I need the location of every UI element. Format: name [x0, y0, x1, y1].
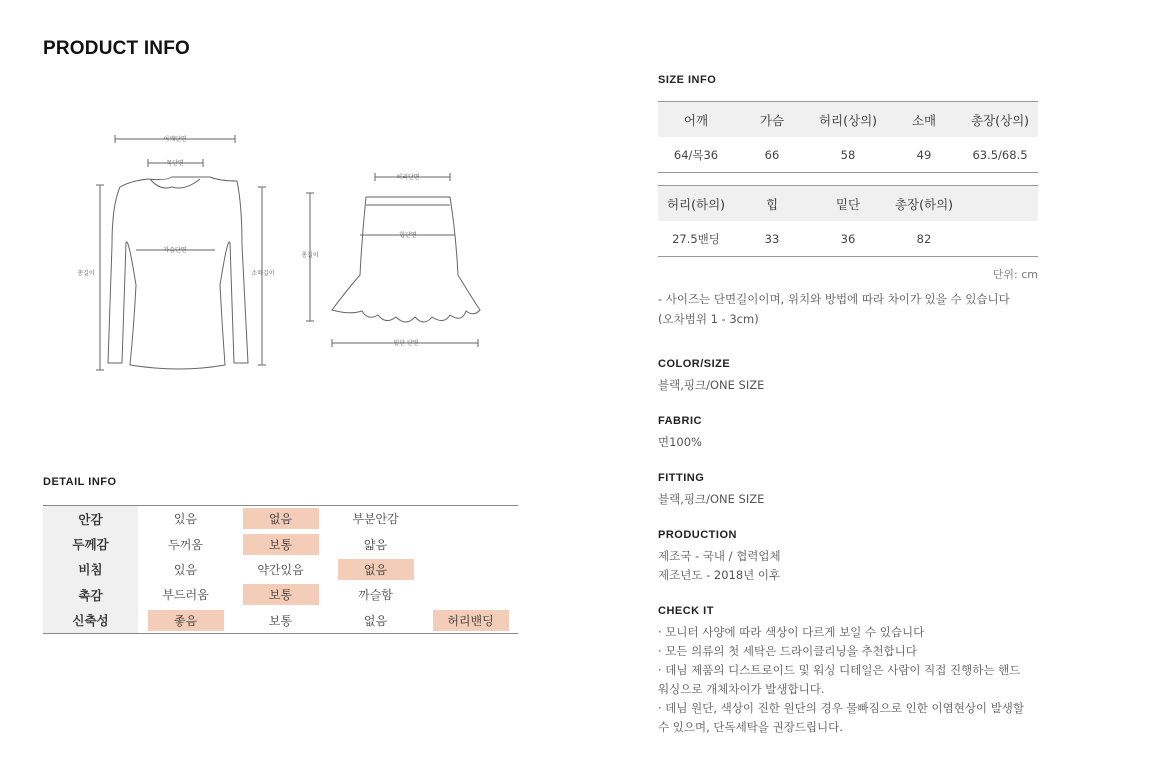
production-line: 제조국 - 국내 / 협력업체 — [658, 549, 781, 563]
detail-option — [138, 506, 233, 531]
detail-option — [328, 608, 423, 633]
detail-option-label — [433, 534, 509, 555]
header-cell: 총장(상의) — [970, 112, 1030, 128]
detail-row — [43, 608, 518, 633]
check-it-line: 수 있으며, 단독세탁을 권장드립니다. — [658, 720, 843, 734]
fabric-line: 면100% — [658, 435, 702, 449]
color-size-line: 블랙,핑크/ONE SIZE — [658, 378, 765, 392]
header-cell: 소매 — [911, 112, 937, 128]
detail-option-selected — [233, 506, 328, 531]
detail-option — [328, 582, 423, 607]
detail-option-label: 까슬함 — [358, 588, 393, 603]
detail-option-label: 얇음 — [363, 537, 388, 552]
detail-option-label: 부분안감 — [352, 512, 399, 527]
value-cell: 82 — [916, 231, 932, 246]
detail-option-selected — [423, 608, 518, 633]
fitting-section — [658, 472, 1058, 509]
detail-option-label: 없음 — [338, 559, 414, 580]
detail-option-selected — [138, 608, 233, 633]
detail-option-label: 보통 — [243, 584, 319, 605]
detail-table — [43, 505, 518, 634]
header-cell: 허리(상의) — [818, 112, 878, 128]
size-table-bottom-row — [658, 221, 1038, 256]
detail-row — [43, 531, 518, 556]
header-cell: 총장(하의) — [894, 196, 954, 212]
value-cell: 63.5/68.5 — [972, 147, 1028, 162]
detail-option — [138, 582, 233, 607]
color-size-title: COLOR/SIZE — [658, 358, 731, 370]
detail-option-label — [433, 584, 509, 605]
fitting-title: FITTING — [658, 472, 705, 484]
detail-option-label: 두꺼움 — [168, 537, 203, 552]
page-title: PRODUCT INFO — [43, 38, 191, 59]
check-it-line: · 데님 원단, 색상이 진한 원단의 경우 물빠짐으로 인한 이염현상이 발생할 — [658, 701, 1025, 715]
detail-option — [138, 557, 233, 582]
detail-option — [233, 608, 328, 633]
size-note: (오차범위 1 - 3cm) — [658, 311, 759, 326]
detail-option-selected — [328, 557, 423, 582]
detail-option — [423, 506, 518, 531]
header-cell: 가슴 — [759, 112, 785, 128]
production-title: PRODUCTION — [658, 529, 737, 541]
label-chest: 가슴단면 — [163, 247, 187, 254]
detail-row-label: 비침 — [43, 557, 138, 582]
detail-option-selected — [233, 582, 328, 607]
size-table-top — [658, 101, 1038, 173]
detail-option-label: 있음 — [173, 562, 198, 577]
production-section — [658, 529, 1058, 585]
unit-label: 단위: cm — [992, 268, 1038, 281]
detail-option — [423, 531, 518, 556]
fabric-section — [658, 415, 1058, 452]
detail-option-label: 보통 — [243, 534, 319, 555]
detail-option-label: 좋음 — [148, 610, 224, 631]
detail-option-label — [433, 508, 509, 529]
top-outline — [108, 177, 248, 369]
detail-option-label: 있음 — [173, 512, 198, 527]
detail-row-label: 신축성 — [43, 608, 138, 633]
detail-info-title: DETAIL INFO — [43, 476, 117, 488]
value-cell: 66 — [764, 147, 780, 162]
check-it-line: 워싱으로 개체차이가 발생합니다. — [658, 682, 825, 696]
detail-option-label: 허리밴딩 — [433, 610, 509, 631]
detail-option — [423, 557, 518, 582]
detail-option — [138, 531, 233, 556]
value-cell: 64/목36 — [673, 147, 719, 162]
check-it-line: · 모든 의류의 첫 세탁은 드라이클리닝을 추천합니다 — [658, 644, 917, 658]
check-it-line: · 데님 제품의 디스트로이드 및 워싱 디테일은 사람이 직접 진행하는 핸드 — [658, 663, 1021, 677]
detail-option — [328, 506, 423, 531]
check-it-section — [658, 605, 1058, 737]
header-cell: 허리(하의) — [666, 196, 726, 212]
label-waist: 허리단면 — [396, 174, 420, 181]
size-table-bottom — [658, 185, 1038, 257]
value-cell: 58 — [840, 147, 856, 162]
detail-row — [43, 506, 518, 531]
detail-option-selected — [233, 531, 328, 556]
color-size-section — [658, 358, 1058, 395]
check-it-line: · 모니터 사양에 따라 색상이 다르게 보일 수 있습니다 — [658, 625, 925, 639]
label-hip: 힙단면 — [399, 232, 417, 239]
detail-option — [233, 557, 328, 582]
top-neckline — [150, 179, 200, 188]
value-cell: 33 — [764, 231, 780, 246]
detail-row — [43, 582, 518, 607]
detail-option — [423, 582, 518, 607]
value-cell: 36 — [840, 231, 856, 246]
detail-option-label: 보통 — [268, 613, 293, 628]
header-cell: 어깨 — [683, 112, 709, 128]
label-shoulder: 어깨단면 — [163, 136, 187, 143]
value-cell: 27.5밴딩 — [672, 231, 720, 246]
label-hem: 밑단 단면 — [393, 340, 419, 347]
detail-row-label: 촉감 — [43, 582, 138, 607]
label-neck: 목단면 — [166, 160, 184, 167]
label-top-length: 총길이 — [77, 270, 95, 277]
detail-row-label: 안감 — [43, 506, 138, 531]
header-cell: 밑단 — [835, 196, 861, 212]
size-notes — [658, 290, 1058, 329]
size-diagram-svg — [70, 125, 510, 385]
detail-option — [328, 531, 423, 556]
label-skirt-length: 총길이 — [301, 252, 319, 259]
fitting-line: 블랙,핑크/ONE SIZE — [658, 492, 765, 506]
detail-option-label — [433, 559, 509, 580]
detail-option-label: 약간있음 — [257, 562, 304, 577]
detail-option-label: 없음 — [243, 508, 319, 529]
fabric-title: FABRIC — [658, 415, 702, 427]
skirt-outline — [332, 197, 480, 322]
detail-row — [43, 557, 518, 582]
size-table-top-row — [658, 137, 1038, 172]
detail-option-label: 없음 — [363, 613, 388, 628]
value-cell: 49 — [916, 147, 932, 162]
size-info-title: SIZE INFO — [658, 74, 717, 86]
production-line: 제조년도 - 2018년 이후 — [658, 568, 781, 582]
label-sleeve: 소매길이 — [251, 270, 275, 277]
size-table-bottom-header — [658, 186, 1038, 221]
size-note: - 사이즈는 단면길이이며, 위치와 방법에 따라 차이가 있을 수 있습니다 — [658, 292, 1010, 306]
check-it-title: CHECK IT — [658, 605, 714, 617]
header-cell: 힙 — [765, 196, 779, 212]
size-diagram — [70, 125, 510, 385]
detail-option-label: 부드러움 — [162, 588, 209, 603]
detail-row-label: 두께감 — [43, 531, 138, 556]
size-table-top-header — [658, 102, 1038, 137]
